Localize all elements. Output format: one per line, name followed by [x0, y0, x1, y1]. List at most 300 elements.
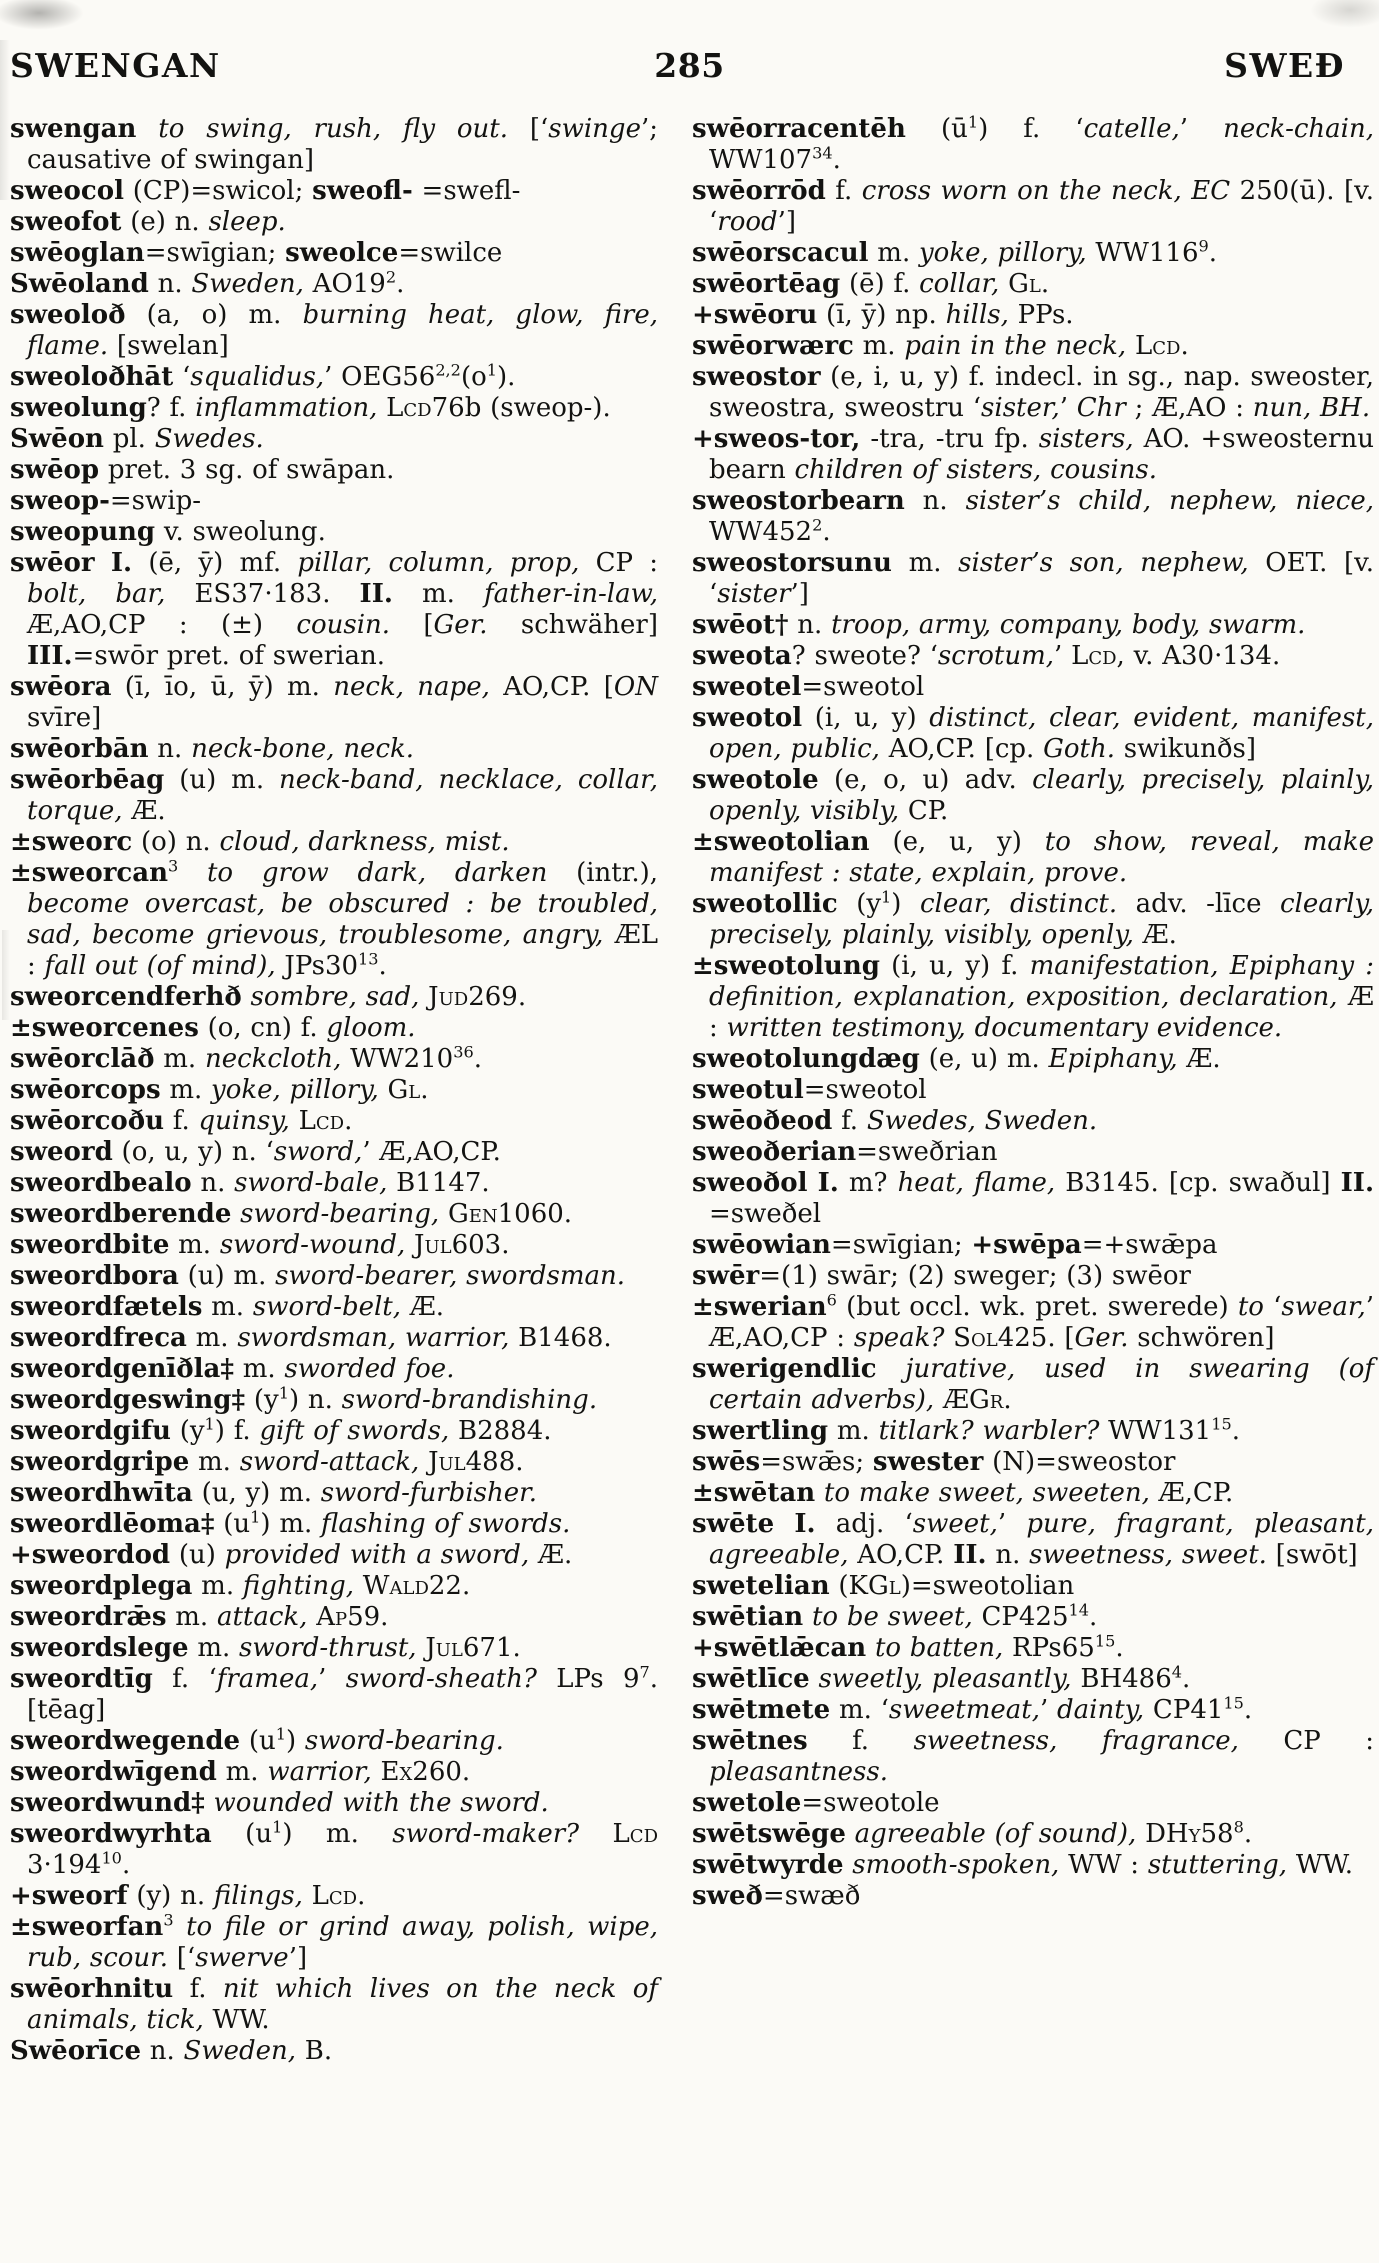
- text-segment: ): [891, 889, 920, 919]
- text-segment: =sweðel: [709, 1199, 822, 1229]
- text-segment: [815, 1478, 824, 1508]
- text-segment: (o) n.: [132, 827, 220, 857]
- text-segment: Epiphany,: [1048, 1044, 1178, 1074]
- text-segment: Ger.: [433, 610, 488, 640]
- headword: ±sweorc: [10, 827, 133, 857]
- text-segment: inflammation,: [195, 393, 378, 423]
- text-segment: sisters,: [1038, 424, 1134, 454]
- text-segment: [372, 1757, 381, 1787]
- dictionary-entry: [692, 1571, 1374, 1602]
- text-segment: Goth.: [1043, 734, 1115, 764]
- text-segment: sweetness, fragrance,: [913, 1726, 1239, 1756]
- text-segment: stuttering,: [1147, 1850, 1288, 1880]
- text-segment: ES37·183.: [165, 579, 360, 609]
- text-segment: (u: [214, 1509, 251, 1539]
- dictionary-entry: [10, 1664, 658, 1726]
- text-segment: 9: [1198, 236, 1209, 256]
- dictionary-entry: [692, 1044, 1374, 1075]
- text-segment: BH486: [1071, 1664, 1172, 1694]
- text-segment: 603.: [451, 1230, 510, 1260]
- text-segment: provided with a sword,: [224, 1540, 530, 1570]
- dictionary-entry: [10, 238, 658, 269]
- guide-word-left: SWENGAN: [10, 46, 221, 85]
- text-segment: sword-bearing.: [304, 1726, 504, 1756]
- text-segment: ‘: [173, 362, 191, 392]
- text-segment: 260.: [412, 1757, 471, 1787]
- headword: swētmete: [692, 1695, 831, 1725]
- text-segment: LPs 9: [536, 1664, 640, 1694]
- headword: I.: [794, 1509, 816, 1539]
- text-segment: n.: [141, 2036, 184, 2066]
- text-segment: [999, 269, 1008, 299]
- text-segment: clearly, precisely, plainly, visibly, openly,: [709, 889, 1374, 950]
- text-segment: ).: [496, 362, 516, 392]
- text-segment: [419, 1447, 428, 1477]
- text-segment: scrotum,: [937, 641, 1055, 671]
- text-segment: ’: [1039, 1695, 1058, 1725]
- text-segment: sleep.: [208, 207, 286, 237]
- headword: swēorcops: [10, 1075, 161, 1105]
- text-segment: ’: [1059, 393, 1077, 423]
- text-segment: m.: [891, 548, 959, 578]
- text-segment: WW.: [1287, 1850, 1353, 1880]
- dictionary-entry: [10, 827, 658, 858]
- text-segment: (y: [170, 1416, 205, 1446]
- text-segment: sword-sheath?: [345, 1664, 537, 1694]
- headword: swēorbān: [10, 734, 149, 764]
- text-segment: m.: [233, 1354, 285, 1384]
- text-segment: Swedes.: [154, 424, 264, 454]
- text-segment: 15: [1094, 1631, 1116, 1651]
- headword: sweord: [10, 1137, 113, 1167]
- text-segment: 7: [639, 1662, 650, 1682]
- text-segment: hills,: [945, 300, 1009, 330]
- text-segment: AO. +sweosternu bearn: [709, 424, 1374, 485]
- headword: sweostor: [692, 362, 821, 392]
- text-segment: .: [1231, 1416, 1240, 1446]
- text-segment: ): [285, 1726, 305, 1756]
- text-segment: sword-maker?: [392, 1819, 580, 1849]
- dictionary-entry: [10, 982, 658, 1013]
- text-segment: 15: [1211, 1414, 1232, 1434]
- dictionary-entry: [692, 548, 1374, 610]
- text-segment: schwäher]: [487, 610, 658, 640]
- text-segment: titlark? warbler?: [878, 1416, 1100, 1446]
- text-segment: 59.: [347, 1602, 389, 1632]
- headword: sweotol: [692, 703, 803, 733]
- text-segment: Wald: [362, 1571, 429, 1601]
- text-segment: [swelan]: [108, 331, 229, 361]
- text-segment: ) m.: [282, 1819, 393, 1849]
- text-segment: dainty,: [1057, 1695, 1145, 1725]
- text-segment: fall out (of mind),: [44, 951, 276, 981]
- text-segment: sweet,: [912, 1509, 998, 1539]
- headword: swēorwærc: [692, 331, 854, 361]
- text-segment: gloom.: [326, 1013, 416, 1043]
- text-segment: [1182, 176, 1191, 206]
- text-segment: m.: [192, 1571, 243, 1601]
- headword: sweð: [692, 1881, 763, 1911]
- text-segment: =sweotole: [801, 1788, 940, 1818]
- text-segment: [377, 393, 386, 423]
- right-column: [692, 114, 1374, 1912]
- text-segment: pain in the neck,: [904, 331, 1127, 361]
- headword: swetelian: [692, 1571, 830, 1601]
- dictionary-entry: [10, 1819, 658, 1881]
- text-segment: neck-bone, neck.: [191, 734, 415, 764]
- text-segment: 6: [826, 1290, 837, 1310]
- headword: sweoloð: [10, 300, 126, 330]
- text-segment: m.: [186, 1323, 238, 1353]
- text-segment: v. sweolung.: [155, 517, 326, 547]
- text-segment: =swīgian;: [144, 238, 286, 268]
- text-segment: (i, u, y) f.: [879, 951, 1030, 981]
- dictionary-entry: [10, 207, 658, 238]
- text-segment: Æ,CP.: [1149, 1478, 1234, 1508]
- headword: +swētlǣcan: [692, 1633, 867, 1663]
- headword: sweotel: [692, 672, 802, 702]
- dictionary-entry: [10, 455, 658, 486]
- text-segment: =sweotol: [803, 1075, 927, 1105]
- dictionary-entry: [692, 238, 1374, 269]
- text-segment: f.: [807, 1726, 914, 1756]
- text-segment: (u) m.: [164, 765, 279, 795]
- headword: sweolung: [10, 393, 147, 423]
- text-segment: Jul: [425, 1633, 463, 1663]
- text-segment: .: [1243, 1819, 1253, 1849]
- text-segment: [‘: [508, 114, 549, 144]
- dictionary-entry: [692, 1478, 1374, 1509]
- text-segment: m.: [216, 1757, 268, 1787]
- headword: sweota: [692, 641, 792, 671]
- text-segment: (u) m.: [178, 1261, 276, 1291]
- text-segment: [439, 1199, 448, 1229]
- text-segment: m. ‘: [830, 1695, 889, 1725]
- text-segment: .: [378, 951, 387, 981]
- headword: II.: [1340, 1168, 1375, 1198]
- text-segment: ’ OEG56: [324, 362, 436, 392]
- text-segment: 250(ū). [v. ‘: [709, 176, 1375, 237]
- text-segment: 425. [: [997, 1323, 1075, 1353]
- text-segment: to grow dark, darken: [206, 858, 548, 888]
- text-segment: 22.: [428, 1571, 471, 1601]
- dictionary-entry: [692, 1230, 1374, 1261]
- text-segment: f. ‘: [152, 1664, 217, 1694]
- text-segment: ’]: [790, 579, 809, 609]
- text-segment: [231, 1199, 240, 1229]
- text-segment: 2: [385, 267, 397, 287]
- dictionary-entry: [10, 1571, 658, 1602]
- dictionary-entry: [10, 269, 658, 300]
- headword: II.: [359, 579, 393, 609]
- text-segment: =sweotol: [801, 672, 925, 702]
- text-segment: ON: [613, 672, 658, 702]
- text-segment: 14: [1068, 1600, 1089, 1620]
- text-segment: Sweden,: [183, 2036, 297, 2066]
- text-segment: m.: [828, 1416, 879, 1446]
- text-segment: ) m.: [260, 1509, 321, 1539]
- headword: swēop: [10, 455, 100, 485]
- text-segment: schwören]: [1128, 1323, 1275, 1353]
- dictionary-entry: [10, 1354, 658, 1385]
- text-segment: written testimony, documentary evidence.: [726, 1013, 1283, 1043]
- text-segment: ’: [1054, 641, 1072, 671]
- text-segment: AO19: [303, 269, 386, 299]
- dictionary-entry: [692, 1695, 1374, 1726]
- headword: sweordwegende: [10, 1726, 241, 1756]
- text-segment: swikunðs]: [1114, 734, 1257, 764]
- text-segment: 488.: [465, 1447, 524, 1477]
- dictionary-entry: [10, 858, 658, 982]
- page-number: 285: [654, 46, 725, 85]
- text-segment: 4: [1171, 1662, 1182, 1682]
- dictionary-entry: [10, 765, 658, 827]
- headword: sweordplega: [10, 1571, 193, 1601]
- text-segment: ’]: [288, 1943, 308, 1973]
- text-segment: CP425: [972, 1602, 1069, 1632]
- headword: ±sweotolian: [692, 827, 870, 857]
- text-segment: Æ.: [1133, 920, 1177, 950]
- text-segment: n.: [986, 1540, 1030, 1570]
- text-segment: (N)=sweostor: [983, 1447, 1176, 1477]
- text-segment: [178, 858, 207, 888]
- text-segment: [‘: [168, 1943, 196, 1973]
- text-segment: n.: [191, 1168, 235, 1198]
- text-segment: [419, 982, 428, 1012]
- headword: swēortēag: [692, 269, 841, 299]
- headword: Swēorīce: [10, 2036, 141, 2066]
- text-segment: filings,: [213, 1881, 303, 1911]
- text-segment: B3145. [cp. swaðul]: [1055, 1168, 1341, 1198]
- text-segment: m.: [169, 1230, 220, 1260]
- headword: ±swētan: [692, 1478, 816, 1508]
- headword: swēorbēag: [10, 765, 165, 795]
- dictionary-entry: [692, 114, 1374, 176]
- text-segment: ÆGr: [942, 1385, 1004, 1415]
- text-segment: catelle,: [1083, 114, 1180, 144]
- text-segment: attack,: [216, 1602, 308, 1632]
- headword: swēorhnitu: [10, 1974, 174, 2004]
- dictionary-entry: [10, 1912, 658, 1974]
- text-segment: .: [396, 269, 405, 299]
- scan-smudge: [1310, 0, 1379, 28]
- text-segment: cloud, darkness, mist.: [219, 827, 510, 857]
- text-segment: Æ :: [709, 982, 1374, 1043]
- text-segment: m.: [202, 1292, 253, 1322]
- text-segment: .: [1115, 1633, 1124, 1663]
- text-segment: sword-bearer, swordsman.: [275, 1261, 625, 1291]
- text-segment: ’: [1179, 114, 1224, 144]
- text-segment: ’ Æ,AO,CP :: [709, 1292, 1374, 1353]
- text-segment: Lcd: [311, 1881, 358, 1911]
- text-segment: [405, 1230, 414, 1260]
- headword: Swēoland: [10, 269, 149, 299]
- text-segment: 269.: [468, 982, 527, 1012]
- text-segment: to swing, rush, fly out.: [158, 114, 508, 144]
- headword: sweostorsunu: [692, 548, 892, 578]
- text-segment: =swǣs;: [760, 1447, 873, 1477]
- headword: swester: [872, 1447, 984, 1477]
- dictionary-entry: [692, 889, 1374, 951]
- headword: sweotole: [692, 765, 819, 795]
- text-segment: .: [1180, 331, 1189, 361]
- text-segment: n.: [148, 269, 192, 299]
- text-segment: to file or grind away, polish, wipe, rub, scour.: [27, 1912, 659, 1973]
- text-segment: 1: [278, 1383, 289, 1403]
- text-segment: adv. -līce: [1117, 889, 1280, 919]
- text-segment: flashing of swords.: [321, 1509, 571, 1539]
- text-segment: to batten,: [874, 1633, 1004, 1663]
- text-segment: [379, 1075, 388, 1105]
- dictionary-entry: [692, 1509, 1374, 1571]
- text-segment: pillar, column, prop,: [297, 548, 580, 578]
- dictionary-entry: [692, 641, 1374, 672]
- text-segment: 1: [967, 112, 979, 132]
- headword: sweordrǣs: [10, 1602, 167, 1632]
- text-segment: [803, 1602, 812, 1632]
- text-segment: RPs65: [1003, 1633, 1095, 1663]
- text-segment: sword-bale,: [234, 1168, 388, 1198]
- text-segment: sweetness, sweet.: [1029, 1540, 1267, 1570]
- text-segment: speak?: [853, 1323, 945, 1353]
- text-segment: [242, 982, 251, 1012]
- text-segment: .: [1182, 1664, 1191, 1694]
- text-segment: become overcast, be obscured : be troubled, sad, become grievous, troublesome, angry,: [27, 889, 658, 950]
- text-segment: KGl: [848, 1571, 901, 1601]
- text-segment: [95, 548, 111, 578]
- text-segment: Jul: [414, 1230, 452, 1260]
- dictionary-entry: [692, 610, 1374, 641]
- text-segment: (e) n.: [121, 207, 209, 237]
- dictionary-entry: [10, 1478, 658, 1509]
- text-segment: ’ Æ,AO,CP.: [362, 1137, 501, 1167]
- text-segment: )=sweotolian: [900, 1571, 1075, 1601]
- text-segment: Chr: [1076, 393, 1126, 423]
- text-segment: agreeable (of sound),: [854, 1819, 1137, 1849]
- headword: II.: [953, 1540, 987, 1570]
- text-segment: [807, 1168, 817, 1198]
- text-segment: swordsman, warrior,: [237, 1323, 510, 1353]
- text-segment: m?: [838, 1168, 898, 1198]
- text-segment: (u: [240, 1726, 276, 1756]
- text-segment: sister,: [981, 393, 1060, 423]
- headword: sweordgeswing‡: [10, 1385, 246, 1415]
- text-segment: 76b (sweop-).: [431, 393, 611, 423]
- text-segment: , v. A30·134.: [1116, 641, 1281, 671]
- text-segment: troop, army, company, body, swarm.: [831, 610, 1306, 640]
- headword: swēorrōd: [692, 176, 826, 206]
- text-segment: (u, y) m.: [192, 1478, 321, 1508]
- text-segment: fighting,: [242, 1571, 355, 1601]
- text-segment: .: [420, 1075, 429, 1105]
- text-segment: [843, 1850, 852, 1880]
- dictionary-entry: [10, 1540, 658, 1571]
- headword: sweordgifu: [10, 1416, 171, 1446]
- text-segment: sword,: [273, 1137, 363, 1167]
- text-segment: swear,: [1281, 1292, 1366, 1322]
- headword: ±sweorcenes: [10, 1013, 199, 1043]
- text-segment: [579, 1819, 612, 1849]
- dictionary-entry: [692, 827, 1374, 889]
- text-segment: ‘: [1263, 1292, 1282, 1322]
- text-segment: =swip-: [109, 486, 202, 516]
- dictionary-entry: [692, 1881, 1374, 1912]
- text-segment: sword-belt,: [252, 1292, 402, 1322]
- text-segment: .: [344, 1106, 353, 1136]
- text-segment: 3·194: [27, 1850, 102, 1880]
- headword: swertling: [692, 1416, 829, 1446]
- headword: swēorracentēh: [692, 114, 906, 144]
- text-segment: n.: [148, 734, 192, 764]
- headword: sweordgripe: [10, 1447, 190, 1477]
- headword: swēora: [10, 672, 112, 702]
- text-segment: ; Æ,AO :: [1125, 393, 1253, 423]
- text-segment: (CP)=swicol;: [123, 176, 313, 206]
- text-segment: (i, u, y): [802, 703, 930, 733]
- text-segment: WW107: [709, 145, 813, 175]
- text-segment: .: [1003, 1385, 1012, 1415]
- headword: swētswēge: [692, 1819, 846, 1849]
- text-segment: gift of swords,: [259, 1416, 450, 1446]
- dictionary-entry: [10, 1106, 658, 1137]
- text-segment: (ē) f.: [840, 269, 920, 299]
- text-segment: AO,CP.: [848, 1540, 954, 1570]
- text-segment: [205, 1788, 214, 1818]
- text-segment: neck, nape,: [333, 672, 490, 702]
- dictionary-entry: [692, 1416, 1374, 1447]
- dictionary-entry: [10, 1261, 658, 1292]
- text-segment: pure, fragrant, pleasant, agreeable,: [709, 1509, 1375, 1570]
- text-segment: sweetmeat,: [888, 1695, 1040, 1725]
- text-segment: (ū: [905, 114, 968, 144]
- text-segment: [174, 1912, 187, 1942]
- text-segment: n.: [904, 486, 966, 516]
- text-segment: CP :: [579, 548, 659, 578]
- text-segment: CP41: [1144, 1695, 1224, 1725]
- dictionary-entry: [10, 1416, 658, 1447]
- text-segment: swerve: [195, 1943, 289, 1973]
- text-segment: Æ.: [401, 1292, 445, 1322]
- dictionary-entry: [692, 424, 1374, 486]
- text-segment: .: [121, 1850, 131, 1880]
- text-segment: 36: [453, 1042, 474, 1062]
- text-segment: (y) n.: [127, 1881, 214, 1911]
- dictionary-entry: [692, 1726, 1374, 1788]
- text-segment: n.: [788, 610, 832, 640]
- headword: sweolce: [285, 238, 399, 268]
- text-segment: Gl: [387, 1075, 421, 1105]
- headword: swerigendlic: [692, 1354, 877, 1384]
- text-segment: warrior,: [267, 1757, 372, 1787]
- text-segment: Gen: [447, 1199, 498, 1229]
- text-segment: 58: [1200, 1819, 1234, 1849]
- text-segment: m.: [166, 1602, 217, 1632]
- text-segment: sword-attack,: [239, 1447, 420, 1477]
- text-segment: .: [1089, 1602, 1098, 1632]
- text-segment: neck-chain,: [1223, 114, 1375, 144]
- headword: sweocol: [10, 176, 124, 206]
- text-segment: [290, 1106, 299, 1136]
- dictionary-entry: [692, 703, 1374, 765]
- dictionary-entry: [10, 1447, 658, 1478]
- text-segment: Lcd: [1134, 331, 1181, 361]
- text-segment: manifestation, Epiphany : definition, explanation, exposition, declaration,: [709, 951, 1374, 1012]
- text-segment: [934, 1385, 943, 1415]
- text-segment: pret. 3 sg. of swāpan.: [99, 455, 395, 485]
- dictionary-entry: [692, 331, 1374, 362]
- text-segment: (o, cn) f.: [198, 1013, 327, 1043]
- dictionary-entry: [10, 1292, 658, 1323]
